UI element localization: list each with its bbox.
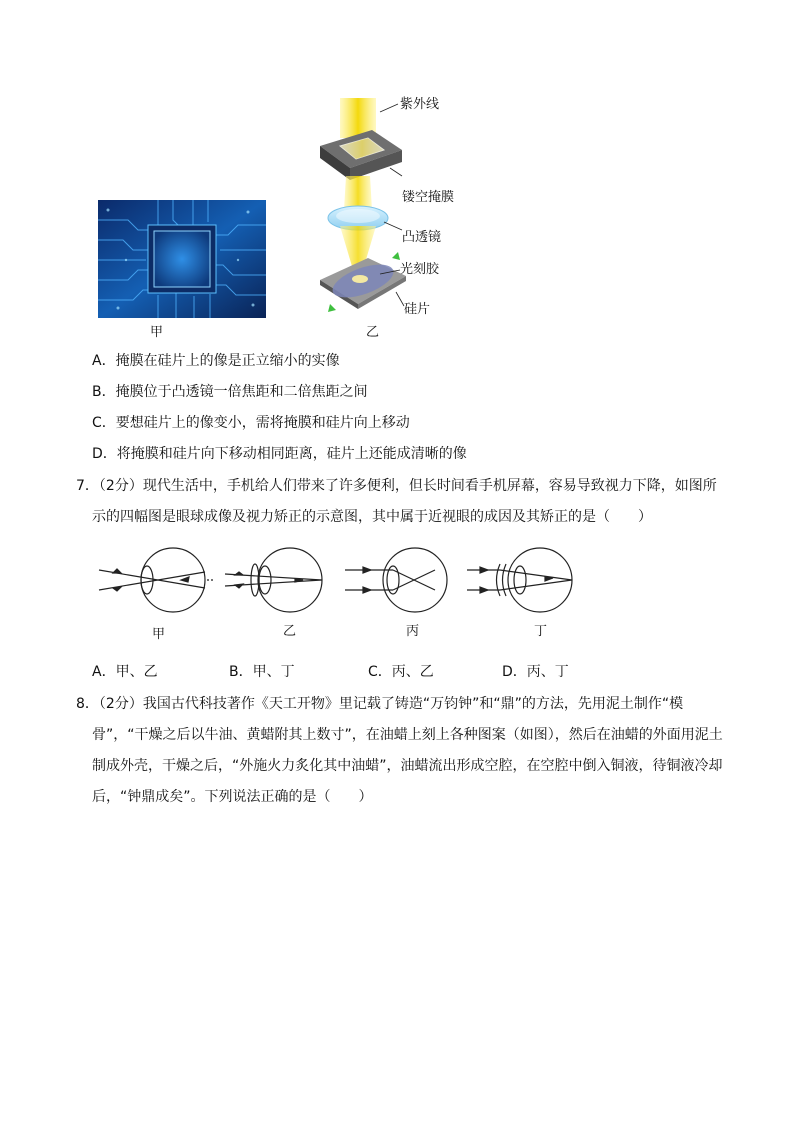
q7-option-c: C．丙、乙 [368,664,434,680]
callout-mask: 镂空掩膜 [402,190,455,205]
callout-photoresist: 光刻胶 [400,262,440,277]
eye-label-bing: 丙 [406,624,420,639]
eye-diagram-jia [99,548,215,612]
eye-diagram-ding [467,548,572,612]
q8-stem-line4: 后，“钟鼎成矣”。下列说法正确的是（ ） [92,789,373,805]
eye-diagram-bing [345,548,447,612]
q7-option-b: B．甲、丁 [229,664,295,680]
q7-stem-line2: 示的四幅图是眼球成像及视力矫正的示意图，其中属于近视眼的成因及其矫正的是（ ） [92,509,652,525]
eye-diagram-yi [225,548,322,612]
eye-label-yi: 乙 [283,624,297,639]
figure-label-jia: 甲 [150,325,164,340]
q8-stem-line3: 制成外壳，干燥之后，“外施火力炙化其中油蜡”，油蜡流出形成空腔，在空腔中倒入铜液，待铜液冷却 [92,758,723,774]
q7-option-d: D．丙、丁 [502,664,569,680]
chip-photo [98,200,266,318]
q6-option-c: C．要想硅片上的像变小，需将掩膜和硅片向上移动 [92,415,410,431]
callout-wafer: 硅片 [404,302,431,317]
q6-option-d: D．将掩膜和硅片向下移动相同距离，硅片上还能成清晰的像 [92,446,467,462]
lithography-diagram [310,98,410,320]
callout-uv: 紫外线 [400,97,440,112]
eye-diagrams [95,540,585,630]
q6-option-b: B．掩膜位于凸透镜一倍焦距和二倍焦距之间 [92,384,368,400]
q8-stem-line2: 骨”，“干燥之后以牛油、黄蜡附其上数寸”，在油蜡上刻上各种图案（如图），然后在油蜡的外面用泥土 [92,727,723,743]
figure-label-yi: 乙 [366,325,380,340]
callout-lens: 凸透镜 [402,230,442,245]
q6-option-a: A．掩膜在硅片上的像是正立缩小的实像 [92,353,340,369]
q8-stem-line1: 8．（2分）我国古代科技著作《天工开物》里记载了铸造“万钧钟”和“鼎”的方法，先用泥土制作“模 [76,696,684,712]
eye-label-jia: 甲 [152,627,166,642]
eye-label-ding: 丁 [534,624,548,639]
q7-stem-line1: 7．（2分）现代生活中，手机给人们带来了许多便利，但长时间看手机屏幕，容易导致视力下降，如图所 [76,478,717,494]
q7-option-a: A．甲、乙 [92,664,158,680]
